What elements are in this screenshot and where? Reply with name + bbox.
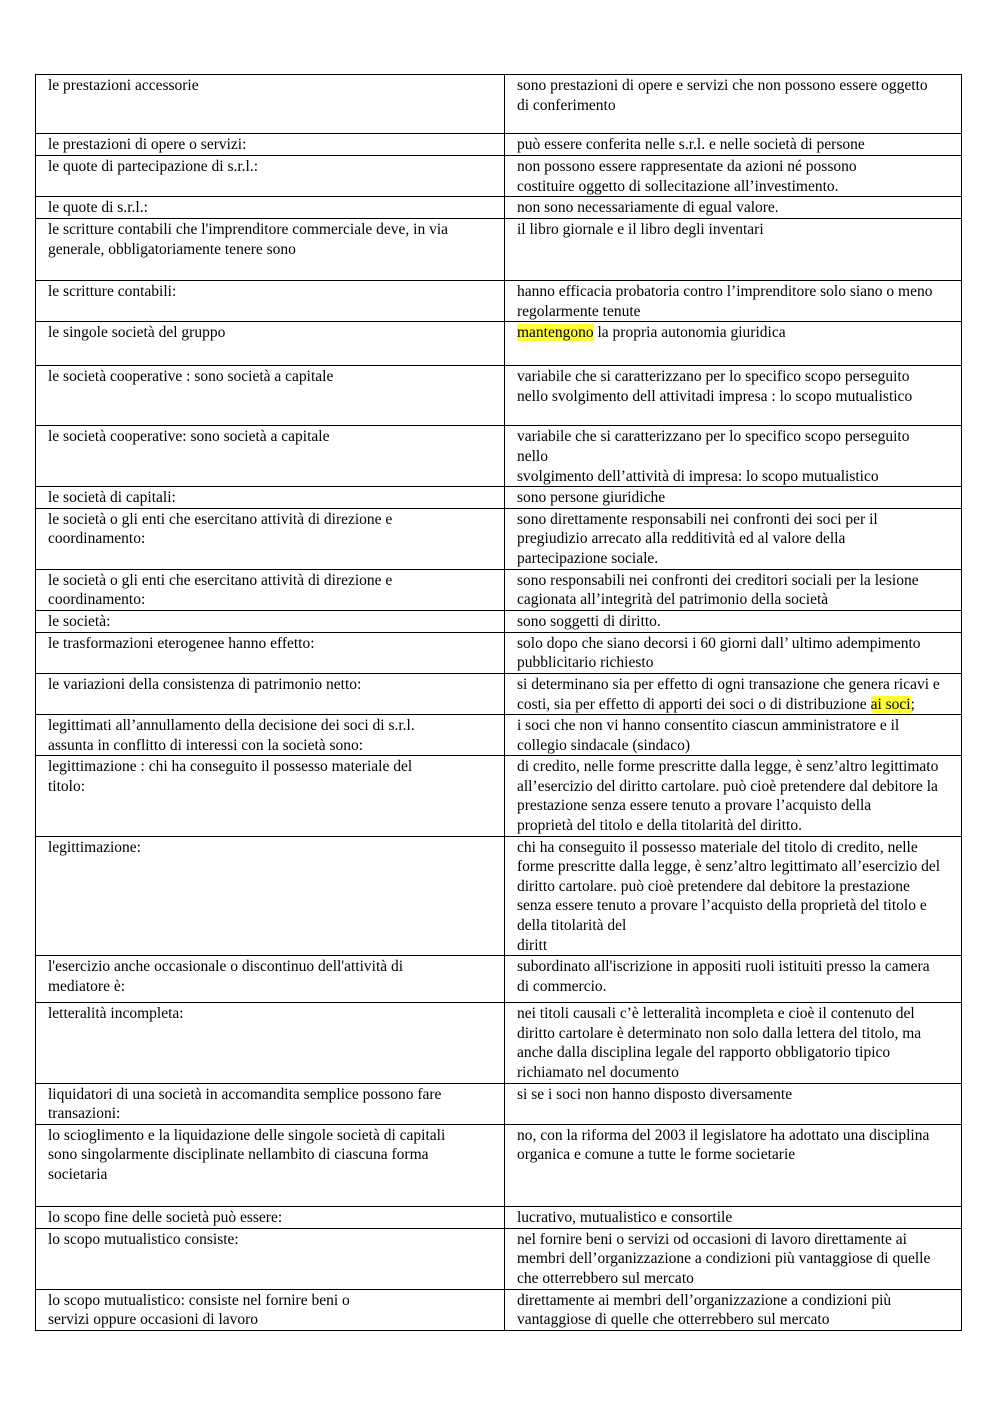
definition-text: sono persone giuridiche [517,489,666,507]
term-cell [36,366,505,426]
term-cell [36,134,505,156]
definition-cell [505,632,962,673]
definition-cell [505,836,962,956]
term-text: generale, obbligatoriamente tenere sono [48,240,296,258]
term-text: le società cooperative : sono società a capitale [48,368,334,386]
table-row [36,1228,962,1289]
term-text: le singole società del gruppo [48,324,226,342]
table-row [36,756,962,836]
definition-text: nello [517,447,548,465]
definition-text: sono responsabili nei confronti dei creditori sociali per la lesione [517,571,919,589]
definition-cell [505,366,962,426]
term-text: titolo: [48,777,86,795]
definition-text: sono soggetti di diritto. [517,612,661,630]
definition-text: di conferimento [517,96,616,114]
term-text: legittimazione : chi ha conseguito il possesso materiale del [48,758,413,776]
table-row [36,956,962,1003]
table-row [36,569,962,610]
definition-text: vantaggiose di quelle che otterrebbero sul mercato [517,1311,830,1329]
table-row [36,1083,962,1124]
definition-text: sono prestazioni di opere e servizi che non possono essere oggetto [517,77,928,94]
term-text: le scritture contabili: [48,283,177,301]
term-text: le società: [48,612,111,630]
definition-text: proprietà del titolo e della titolarità del diritto. [517,817,802,835]
definition-text: organica e comune a tutte le forme societarie [517,1146,796,1164]
table-row [36,632,962,673]
term-cell [36,1289,505,1330]
term-cell [36,569,505,610]
term-text: letteralità incompleta: [48,1005,184,1023]
term-text: liquidatori di una società in accomandita semplice possono fare [48,1085,442,1103]
highlighted-text: ai soci [870,695,911,713]
table-row [36,487,962,509]
term-text: l'esercizio anche occasionale o discontinuo dell'attività di [48,958,404,976]
definition-cell [505,569,962,610]
definition-text: si determinano sia per effetto di ogni transazione che genera ricavi e [517,675,940,693]
table-row [36,1206,962,1228]
term-text: servizi oppure occasioni di lavoro [48,1311,259,1329]
table-row [36,134,962,156]
term-text: coordinamento: [48,530,146,548]
table-row [36,75,962,134]
highlighted-text: mantengono [517,324,594,342]
definition-text: di credito, nelle forme prescritte dalla legge, è senz’altro legittimato [517,758,939,776]
definition-cell [505,956,962,1003]
definition-cell [505,1228,962,1289]
term-text: le prestazioni accessorie [48,77,199,94]
term-cell [36,1003,505,1083]
definition-text: non possono essere rappresentate da azioni né possono [517,158,857,175]
definition-cell [505,1083,962,1124]
term-text: le quote di partecipazione di s.r.l.: [48,158,259,175]
definition-text: ; [910,695,915,713]
definition-text: non sono necessariamente di egual valore. [517,199,779,217]
definition-cell [505,134,962,156]
term-text: le prestazioni di opere o servizi: [48,136,247,153]
term-cell [36,322,505,366]
definition-text: la propria autonomia giuridica [593,324,786,342]
definition-text: subordinato all'iscrizione in appositi ruoli istituiti presso la camera [517,958,930,976]
term-text: coordinamento: [48,591,146,609]
term-text: lo scopo fine delle società può essere: [48,1208,283,1226]
definition-cell [505,219,962,281]
definition-text: si se i soci non hanno disposto diversamente [517,1085,793,1103]
term-cell [36,1228,505,1289]
definition-text: svolgimento dell’attività di impresa: lo scopo mutualistico [517,467,879,485]
term-text: legittimati all’annullamento della decisione dei soci di s.r.l. [48,717,415,735]
definition-cell [505,610,962,632]
definition-cell [505,322,962,366]
definition-text: i soci che non vi hanno consentito ciascun amministratore e il [517,717,900,735]
definition-text: sono direttamente responsabili nei confronti dei soci per il [517,510,878,528]
definition-cell [505,673,962,714]
table-row [36,322,962,366]
term-cell [36,956,505,1003]
definition-cell [505,197,962,219]
term-cell [36,836,505,956]
term-text: mediatore è: [48,977,126,995]
definition-cell [505,75,962,134]
table-row [36,197,962,219]
term-cell [36,1083,505,1124]
definition-text: variabile che si caratterizzano per lo specifico scopo perseguito [517,428,910,446]
term-cell [36,281,505,322]
definition-text: hanno efficacia probatoria contro l’imprenditore solo siano o meno [517,283,933,301]
term-text: le società o gli enti che esercitano attività di direzione e [48,510,393,528]
definition-text: richiamato nel documento [517,1064,679,1081]
definition-text: lucrativo, mutualistico e consortile [517,1208,733,1226]
term-text: legittimazione: [48,838,141,856]
definition-cell [505,715,962,756]
definition-text: il libro giornale e il libro degli inventari [517,221,764,239]
definition-text: diritto cartolare. può cioè pretendere dal debitore la prestazione [517,877,910,895]
term-text: le società o gli enti che esercitano attività di direzione e [48,571,393,589]
term-cell [36,610,505,632]
definition-text: cagionata all’integrità del patrimonio della società [517,591,829,609]
term-cell [36,219,505,281]
term-text: le società di capitali: [48,489,176,507]
definition-text: diritto cartolare è determinato non solo dalla lettera del titolo, ma [517,1024,922,1042]
term-text: assunta in conflitto di interessi con la società sono: [48,736,364,754]
definition-text: pubblicitario richiesto [517,654,654,672]
definition-text: membri dell’organizzazione a condizioni più vantaggiose di quelle [517,1250,931,1268]
definition-text: che otterrebbero sul mercato [517,1269,694,1287]
table-row [36,281,962,322]
term-text: societaria [48,1165,108,1183]
definition-cell [505,756,962,836]
table-row [36,1124,962,1206]
term-text: le variazioni della consistenza di patrimonio netto: [48,675,362,693]
definition-text: direttamente ai membri dell’organizzazione a condizioni più [517,1291,892,1309]
term-text: sono singolarmente disciplinate nellambito di ciascuna forma [48,1146,429,1164]
definition-text: no, con la riforma del 2003 il legislatore ha adottato una disciplina [517,1126,930,1144]
definition-text: partecipazione sociale. [517,549,659,567]
table-row [36,156,962,197]
definition-text: collegio sindacale (sindaco) [517,736,691,754]
table-row [36,673,962,714]
term-cell [36,756,505,836]
definition-text: anche dalla disciplina legale del rapporto obbligatorio tipico [517,1044,891,1062]
table-row [36,366,962,426]
definition-text: nello svolgimento dell attivitadi impresa : lo scopo mutualistico [517,387,913,405]
table-row [36,836,962,956]
definition-text: costi, sia per effetto di apporti dei soci o di distribuzione [517,695,871,713]
definition-text: regolarmente tenute [517,302,641,320]
definition-cell [505,1206,962,1228]
table-row [36,715,962,756]
definition-text: costituire oggetto di sollecitazione all’investimento. [517,177,839,195]
term-text: lo scopo mutualistico consiste: [48,1230,239,1248]
term-text: transazioni: [48,1105,121,1123]
definition-text: nei titoli causali c’è letteralità incompleta e cioè il contenuto del [517,1005,915,1023]
term-cell [36,487,505,509]
term-text: le società cooperative: sono società a capitale [48,428,330,446]
definition-cell [505,487,962,509]
term-cell [36,508,505,569]
definition-text: diritt [517,936,548,954]
definition-text: chi ha conseguito il possesso materiale del titolo di credito, nelle [517,838,918,856]
definition-text: senza essere tenuto a provare l’acquisto della proprietà del titolo e [517,897,927,915]
definition-text: di commercio. [517,977,607,995]
table-row [36,1289,962,1330]
definition-text: solo dopo che siano decorsi i 60 giorni dall’ ultimo adempimento [517,634,921,652]
table-row [36,426,962,487]
term-cell [36,1206,505,1228]
term-text: le trasformazioni eterogenee hanno effetto: [48,634,315,652]
term-cell [36,75,505,134]
definition-text: pregiudizio arrecato alla redditività ed al valore della [517,530,846,548]
definition-text: della titolarità del [517,917,627,935]
term-text: lo scopo mutualistico: consiste nel fornire beni o [48,1291,350,1309]
term-cell [36,632,505,673]
qa-table [35,74,962,1331]
definition-cell [505,1124,962,1206]
definition-text: all’esercizio del diritto cartolare. può cioè pretendere dal debitore la [517,777,938,795]
definition-text: può essere conferita nelle s.r.l. e nelle società di persone [517,136,865,153]
term-cell [36,197,505,219]
definition-cell [505,426,962,487]
term-cell [36,673,505,714]
term-text: le scritture contabili che l'imprenditore commerciale deve, in via [48,221,449,239]
definition-text: variabile che si caratterizzano per lo specifico scopo perseguito [517,368,910,386]
table-row [36,610,962,632]
definition-text: forme prescritte dalla legge, è senz’altro legittimato all’esercizio del [517,858,941,876]
table-row [36,508,962,569]
definition-cell [505,1003,962,1083]
term-cell [36,426,505,487]
term-cell [36,156,505,197]
definition-cell [505,281,962,322]
definition-text: nel fornire beni o servizi od occasioni di lavoro direttamente ai [517,1230,907,1248]
term-text: lo scioglimento e la liquidazione delle singole società di capitali [48,1126,446,1144]
table-row [36,1003,962,1083]
definition-text: prestazione senza essere tenuto a provare l’acquisto della [517,797,872,815]
term-cell [36,1124,505,1206]
table-row [36,219,962,281]
definition-cell [505,508,962,569]
term-text: le quote di s.r.l.: [48,199,148,217]
definition-cell [505,156,962,197]
definition-cell [505,1289,962,1330]
term-cell [36,715,505,756]
